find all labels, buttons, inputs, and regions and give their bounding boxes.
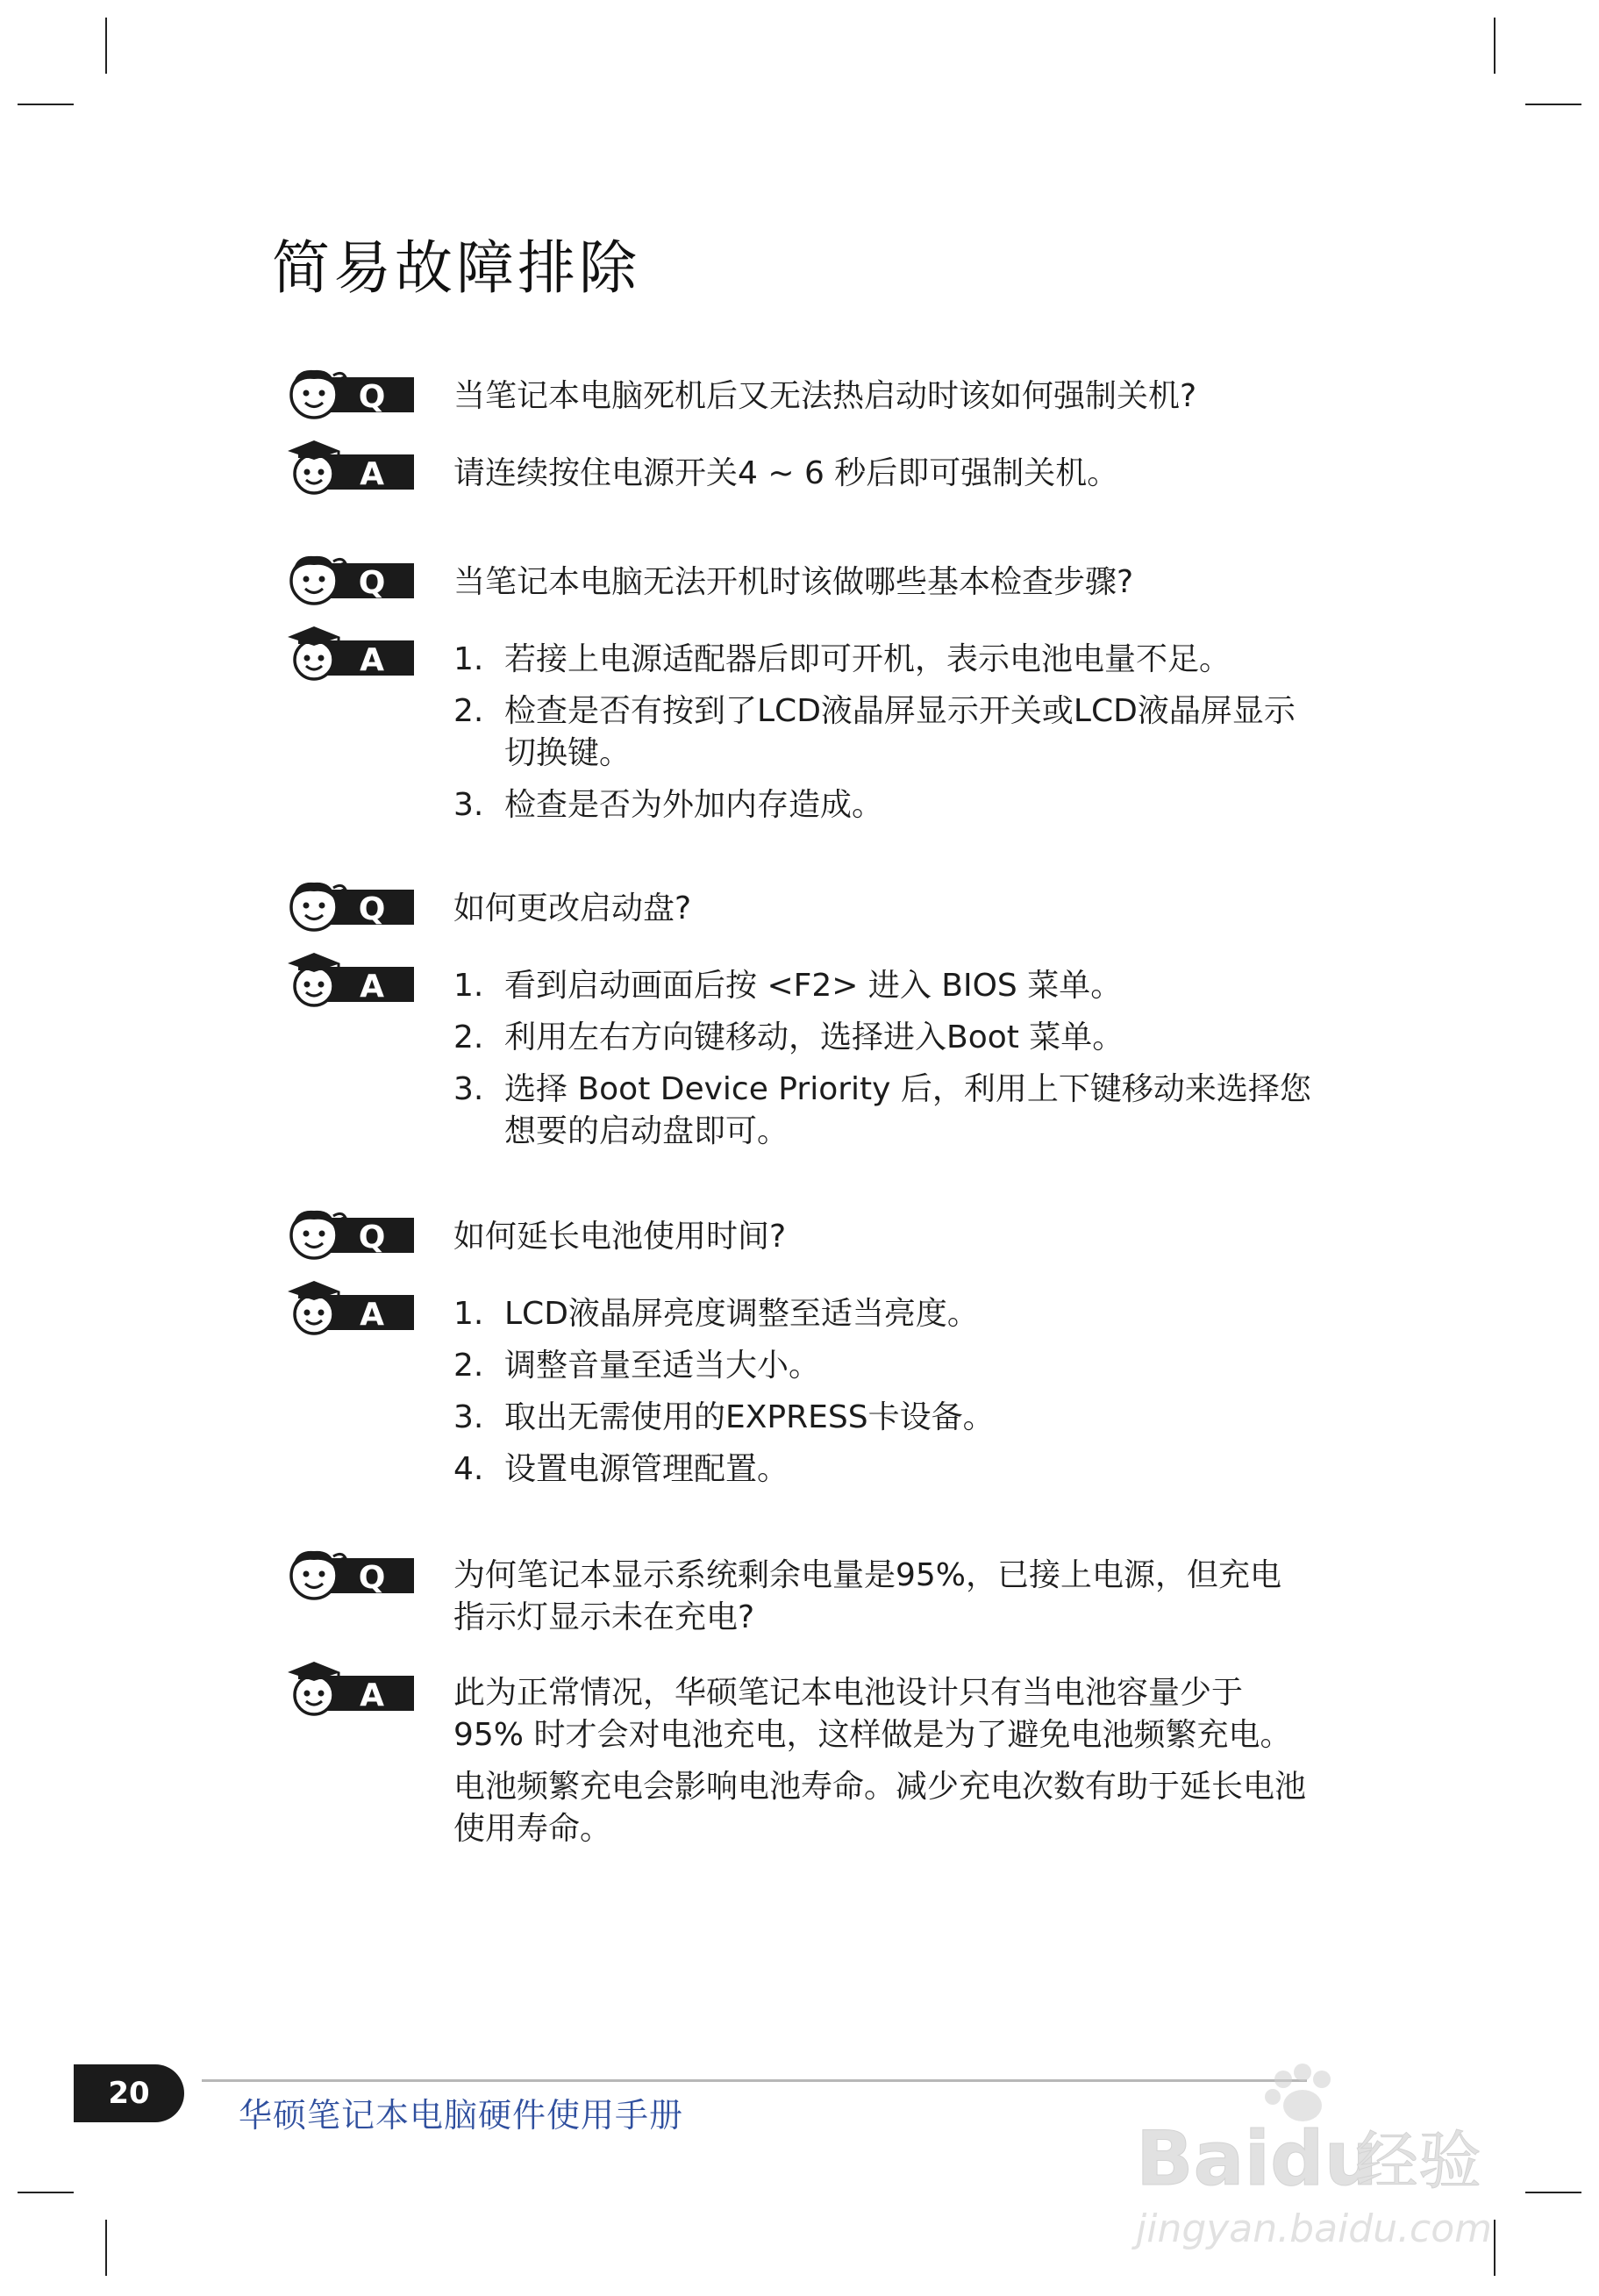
crop-mark [1525,104,1581,105]
crop-mark [1494,18,1495,74]
question-badge-icon [284,1205,414,1262]
question-badge-icon [284,877,414,933]
list-item: 4. 设置电源管理配置。 [453,1451,789,1487]
answer-paragraph: 电池频繁充电会影响电池寿命。减少充电次数有助于延长电池使用寿命。 [453,1769,1307,1847]
list-item: 1. LCD液晶屏亮度调整至适当亮度。 [453,1296,979,1332]
footer-title: 华硕笔记本电脑硬件使用手册 [239,2096,684,2135]
crop-mark [18,2192,74,2193]
crop-mark [18,104,74,105]
answer-badge-icon [284,439,414,495]
question-badge-icon [284,1546,414,1602]
crop-mark [105,18,107,74]
answer-badge-icon [284,625,414,681]
watermark-brand: Baidu [1136,2115,1378,2203]
question-text: 当笔记本电脑无法开机时该做哪些基本检查步骤? [453,564,1134,600]
question-text: 为何笔记本显示系统剩余电量是95%，已接上电源，但充电指示灯显示未在充电? [453,1557,1282,1635]
answer-text [453,453,1313,504]
page-number: 20 [108,2076,150,2111]
list-item: 3. 检查是否为外加内存造成。 [453,787,884,823]
answer-list [453,1293,1313,1500]
answer-list [453,965,1313,1162]
list-item: 2. 利用左右方向键移动，选择进入Boot 菜单。 [453,1019,1124,1055]
answer-list [453,639,1313,836]
watermark-label: 经验 [1355,2124,1482,2198]
list-item: 3. 选择 Boot Device Priority 后，利用上下键移动来选择您想要的启动盘即可。 [453,1071,1311,1149]
answer-paragraph: 请连续按住电源开关4 ~ 6 秒后即可强制关机。 [453,455,1119,491]
crop-mark [105,2220,107,2276]
answer-paragraph: 此为正常情况，华硕笔记本电池设计只有当电池容量少于 95% 时才会对电池充电，这样做是为了避免电池频繁充电。 [453,1675,1292,1753]
question-badge-icon [284,551,414,607]
answer-badge-icon [284,951,414,1007]
list-item: 1. 看到启动画面后按 <F2> 进入 BIOS 菜单。 [453,968,1123,1004]
list-item: 3. 取出无需使用的EXPRESS卡设备。 [453,1399,995,1435]
question-text: 当笔记本电脑死机后又无法热启动时该如何强制关机? [453,378,1197,414]
question-text: 如何更改启动盘? [453,891,692,926]
answer-badge-icon [284,1279,414,1335]
page-title: 简易故障排除 [272,234,640,302]
page-number-tab [74,2064,184,2122]
question-badge-icon [284,365,414,421]
answer-badge-icon [284,1660,414,1716]
question-text: 如何延长电池使用时间? [453,1219,787,1255]
watermark-url: jingyan.baidu.com [1136,2207,1493,2251]
baidu-jingyan-watermark [1127,2053,1513,2255]
answer-text [453,1672,1313,1860]
crop-mark [1525,2192,1581,2193]
list-item: 2. 调整音量至适当大小。 [453,1348,821,1384]
list-item: 1. 若接上电源适配器后即可开机，表示电池电量不足。 [453,641,1231,677]
list-item: 2. 检查是否有按到了LCD液晶屏显示开关或LCD液晶屏显示切换键。 [453,693,1296,771]
